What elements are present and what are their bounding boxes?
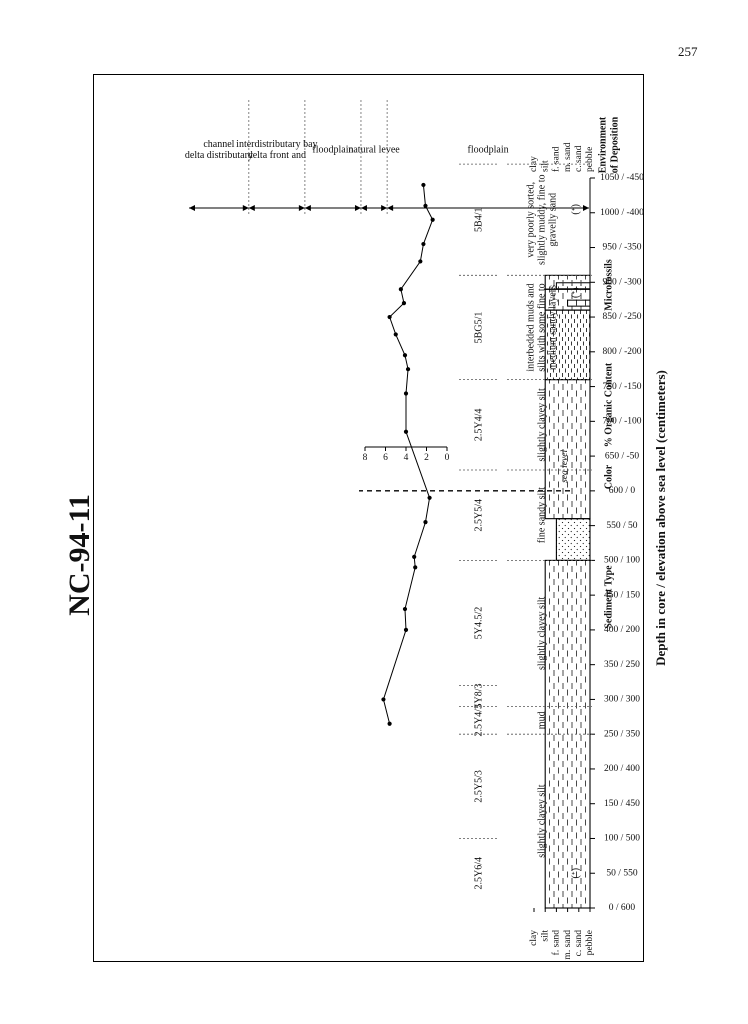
shell-fossil-icon: (ᐩ) — [570, 867, 582, 879]
arrow-head — [381, 205, 387, 211]
organic-point — [403, 607, 407, 611]
depth-tick-label: 0 / 600 — [608, 903, 636, 914]
organic-point — [413, 565, 417, 569]
organic-point — [388, 722, 392, 726]
depth-tick-label: 50 / 550 — [606, 868, 638, 879]
organic-axis-tick-label: 2 — [424, 453, 429, 464]
organic-point — [404, 430, 408, 434]
grain-label-right: clay — [529, 156, 540, 172]
depth-tick-label: 850 / -250 — [602, 312, 642, 323]
sediment-type-label: silts with some fine to — [536, 283, 548, 372]
organic-point — [404, 628, 408, 632]
sediment-type-label: gravelly sand — [547, 192, 559, 247]
arrow-head — [305, 205, 311, 211]
depth-tick-label: 500 / 100 — [604, 555, 640, 566]
sediment-type-label: slightly muddy, fine to — [536, 174, 548, 265]
depth-tick-label: 250 / 350 — [604, 729, 640, 740]
depth-tick-label: 900 / -300 — [602, 277, 642, 288]
arrow-head — [243, 205, 249, 211]
color-label: 5BG5/1 — [473, 311, 485, 344]
lithology-spike — [568, 300, 590, 306]
depth-tick-label: 100 / 500 — [604, 833, 640, 844]
depth-tick-label: 550 / 50 — [606, 520, 638, 531]
environment-label: delta front and — [247, 149, 307, 161]
color-label: 2.5Y5/4 — [473, 498, 485, 532]
core-log-diagram — [62, 74, 668, 962]
color-label: 2.5Y6/4 — [473, 856, 485, 890]
color-label: 2.5Y4/3 — [473, 704, 485, 737]
color-label: 5Y8/3 — [473, 683, 485, 709]
environment-label: floodplain — [312, 144, 354, 156]
arrow-head — [355, 205, 361, 211]
arrow-head — [361, 205, 367, 211]
header-color: Color — [603, 464, 615, 490]
environment-label: floodplain — [467, 144, 509, 156]
color-label: 5B4/1 — [473, 207, 485, 232]
text-columns — [459, 116, 620, 889]
organic-point — [427, 496, 431, 500]
depth-tick-label: 650 / -50 — [604, 451, 640, 462]
organic-point — [402, 301, 406, 305]
header-sediment: Sediment Type — [603, 565, 615, 629]
environment-label: interdistributary bay — [236, 138, 318, 150]
sediment-type-label: very poorly sorted, — [525, 181, 537, 258]
grain-label-left: c. sand — [573, 930, 584, 957]
depth-tick-label: 750 / -150 — [602, 381, 642, 392]
organic-point — [421, 183, 425, 187]
organic-axis-tick-label: 4 — [403, 453, 409, 464]
grain-label-right: m. sand — [562, 142, 573, 172]
sediment-type-label: interbedded muds and — [525, 283, 537, 372]
depth-tick-label: 200 / 400 — [604, 764, 640, 775]
grain-label-right: c. sand — [573, 145, 584, 172]
organic-axis-tick-label: 8 — [362, 453, 368, 464]
organic-point — [403, 353, 407, 357]
depth-tick-label: 350 / 250 — [604, 659, 640, 670]
depth-tick-label: 150 / 450 — [604, 798, 640, 809]
organic-point — [412, 555, 416, 559]
sediment-type-label: slightly clayey silt — [536, 388, 548, 462]
core-id-label: NC-94-11 — [62, 494, 96, 616]
lithology-column — [359, 142, 668, 959]
grain-label-right: f. sand — [551, 146, 562, 172]
depth-tick-label: 700 / -100 — [602, 416, 642, 427]
grain-label-left: silt — [540, 930, 551, 942]
grain-label-right: silt — [540, 160, 551, 172]
depth-tick-label: 600 / 0 — [608, 486, 636, 497]
grain-label-right: pebble — [585, 146, 596, 172]
sea-level-label: sea level — [560, 449, 571, 483]
organic-content-plot — [363, 183, 450, 726]
depth-tick-label: 1050 / -450 — [600, 173, 644, 184]
color-label: 5Y4.5/2 — [473, 606, 485, 640]
grain-label-left: m. sand — [562, 930, 573, 960]
organic-point — [399, 287, 403, 291]
environment-label: channel — [203, 138, 235, 150]
header-environment-1: Environment — [597, 116, 609, 174]
organic-axis-tick-label: 0 — [444, 453, 450, 464]
depth-tick-label: 950 / -350 — [602, 242, 642, 253]
organic-point — [431, 218, 435, 222]
depth-axis-title: Depth in core / elevation above sea level (centimeters) — [652, 370, 668, 666]
lithology-unit — [556, 519, 590, 561]
arrow-head — [189, 205, 195, 211]
header-organic: % Organic Content — [603, 362, 615, 448]
environment-label: natural levee — [348, 144, 400, 156]
organic-point — [421, 242, 425, 246]
organic-point — [418, 259, 422, 263]
header-microfossils: Microfossils — [603, 259, 615, 311]
sediment-type-label: fine sandy silt — [536, 487, 548, 544]
sediment-type-label: slightly clayey silt — [536, 784, 548, 858]
header-environment-2: of Deposition — [609, 116, 621, 174]
depth-tick-label: 800 / -200 — [602, 346, 642, 357]
organic-point — [381, 697, 385, 701]
shell-fossil-icon: (ᐩ) — [570, 204, 582, 215]
organic-point — [423, 204, 427, 208]
depth-tick-label: 450 / 150 — [604, 590, 640, 601]
grain-label-left: f. sand — [551, 930, 562, 956]
environment-label: delta distributary — [184, 149, 253, 161]
arrow-head — [299, 205, 305, 211]
sediment-type-label: medium sandy layers — [547, 284, 559, 370]
arrow-head — [583, 205, 589, 211]
sediment-type-label: mud — [536, 711, 548, 730]
core-log-svg — [62, 74, 668, 962]
organic-point — [404, 391, 408, 395]
grain-label-left: clay — [529, 930, 540, 946]
organic-point — [423, 520, 427, 524]
depth-tick-label: 300 / 300 — [604, 694, 640, 705]
color-label: 2.5Y4/4 — [473, 408, 485, 442]
shell-fossil-icon: (ᐩ) — [570, 287, 582, 298]
organic-axis-tick-label: 6 — [383, 453, 388, 464]
arrow-head — [249, 205, 255, 211]
organic-point — [406, 367, 410, 371]
sediment-type-label: slightly clayey silt — [536, 596, 548, 671]
page-number: 257 — [678, 44, 698, 59]
environment-column — [63, 100, 589, 616]
depth-tick-label: 1000 / -400 — [600, 207, 644, 218]
depth-tick-label: 400 / 200 — [604, 625, 640, 636]
organic-point — [388, 315, 392, 319]
color-label: 2.5Y5/3 — [473, 770, 485, 803]
organic-point — [394, 332, 398, 336]
arrow-head — [387, 205, 393, 211]
grain-label-left: pebble — [585, 930, 596, 956]
